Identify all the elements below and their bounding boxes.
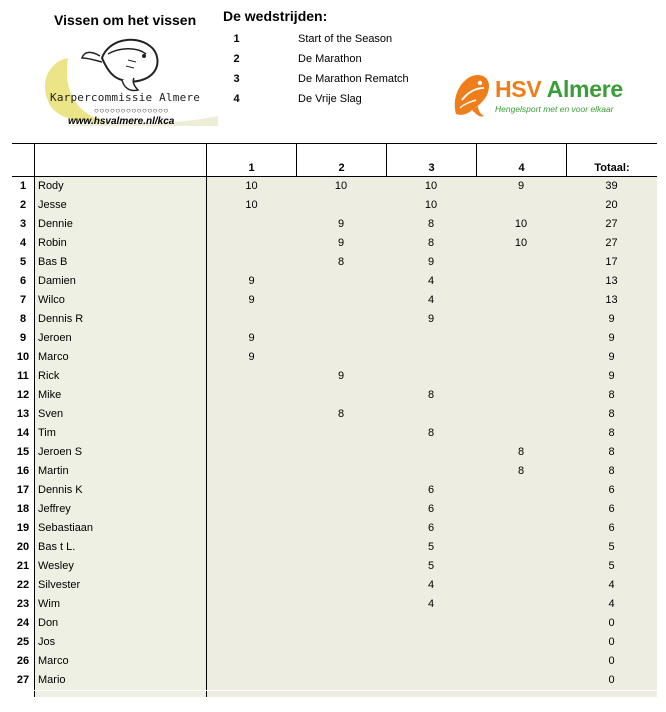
score-round-4 xyxy=(476,196,566,215)
rank-cell: 13 xyxy=(16,408,30,420)
score-round-1 xyxy=(206,443,296,462)
score-round-2 xyxy=(296,291,386,310)
competition-name: Start of the Season xyxy=(298,32,393,45)
total-cell: 4 xyxy=(566,595,657,614)
total-cell: 39 xyxy=(566,177,657,196)
footer-fill xyxy=(566,691,657,697)
table-body xyxy=(12,177,657,691)
name-cell: Robin xyxy=(34,234,206,253)
rank-cell: 20 xyxy=(16,541,30,553)
hsv-tagline: Hengelsport met en voor elkaar xyxy=(495,104,614,114)
score-round-2 xyxy=(296,519,386,538)
score-round-4: 10 xyxy=(476,215,566,234)
table-row xyxy=(12,405,657,424)
score-round-3: 4 xyxy=(386,272,476,291)
score-round-2 xyxy=(296,576,386,595)
score-round-3 xyxy=(386,443,476,462)
score-round-1 xyxy=(206,481,296,500)
total-cell: 9 xyxy=(566,367,657,386)
score-round-4 xyxy=(476,272,566,291)
score-round-4 xyxy=(476,348,566,367)
total-cell: 0 xyxy=(566,614,657,633)
score-round-3 xyxy=(386,367,476,386)
table-header xyxy=(12,143,657,177)
score-round-3 xyxy=(386,614,476,633)
total-cell: 8 xyxy=(566,386,657,405)
competition-item xyxy=(223,29,443,49)
score-round-2 xyxy=(296,386,386,405)
score-round-1 xyxy=(206,576,296,595)
table-row xyxy=(12,576,657,595)
footer-fill xyxy=(476,691,566,697)
table-row xyxy=(12,652,657,671)
score-round-1 xyxy=(206,595,296,614)
score-round-4 xyxy=(476,671,566,690)
score-round-1 xyxy=(206,538,296,557)
score-round-1: 10 xyxy=(206,177,296,196)
rank-cell: 22 xyxy=(16,579,30,591)
score-round-3: 4 xyxy=(386,576,476,595)
name-cell: Marco xyxy=(34,348,206,367)
table-row xyxy=(12,196,657,215)
score-round-1 xyxy=(206,424,296,443)
table-row xyxy=(12,595,657,614)
competition-item xyxy=(223,89,443,109)
logo-url: www.hsvalmere.nl/kca xyxy=(68,116,175,127)
header-total: Totaal: xyxy=(566,144,657,176)
score-round-2 xyxy=(296,595,386,614)
name-cell: Don xyxy=(34,614,206,633)
name-cell: Bas B xyxy=(34,253,206,272)
hsv-fish-icon xyxy=(450,70,494,120)
name-cell: Jeroen S xyxy=(34,443,206,462)
score-round-2: 9 xyxy=(296,234,386,253)
name-cell: Silvester xyxy=(34,576,206,595)
table-row xyxy=(12,500,657,519)
hsv-almere-logo xyxy=(450,70,630,120)
competitions-legend xyxy=(223,8,443,109)
score-round-1 xyxy=(206,253,296,272)
rank-cell: 12 xyxy=(16,389,30,401)
score-round-2 xyxy=(296,196,386,215)
name-cell: Marco xyxy=(34,652,206,671)
score-round-2 xyxy=(296,329,386,348)
total-cell: 8 xyxy=(566,405,657,424)
rank-cell: 2 xyxy=(19,199,27,211)
score-round-2 xyxy=(296,652,386,671)
name-cell: Wim xyxy=(34,595,206,614)
score-round-3: 8 xyxy=(386,386,476,405)
score-round-1 xyxy=(206,557,296,576)
total-cell: 13 xyxy=(566,272,657,291)
header-name xyxy=(34,144,206,176)
score-round-3 xyxy=(386,462,476,481)
header-round-4: 4 xyxy=(476,144,566,176)
score-round-3 xyxy=(386,329,476,348)
competition-name: De Vrije Slag xyxy=(298,92,362,105)
table-row xyxy=(12,443,657,462)
hsv-brand-almere: Almere xyxy=(546,76,623,102)
score-round-2 xyxy=(296,424,386,443)
table-row xyxy=(12,348,657,367)
name-cell: Rody xyxy=(34,177,206,196)
name-cell: Sven xyxy=(34,405,206,424)
total-cell: 5 xyxy=(566,557,657,576)
logo-decoration: ○○○○○○○○○○○○○○ xyxy=(94,106,169,115)
score-round-3: 4 xyxy=(386,291,476,310)
table-row xyxy=(12,367,657,386)
score-round-3 xyxy=(386,348,476,367)
name-cell: Jos xyxy=(34,633,206,652)
score-round-1: 9 xyxy=(206,272,296,291)
score-round-1 xyxy=(206,633,296,652)
score-round-2 xyxy=(296,557,386,576)
name-cell: Dennie xyxy=(34,215,206,234)
table-row xyxy=(12,310,657,329)
total-cell: 0 xyxy=(566,633,657,652)
total-cell: 17 xyxy=(566,253,657,272)
rank-cell: 4 xyxy=(19,237,27,249)
score-round-3: 5 xyxy=(386,538,476,557)
score-round-1: 9 xyxy=(206,329,296,348)
score-round-4: 9 xyxy=(476,177,566,196)
rank-cell: 8 xyxy=(19,313,27,325)
rank-cell: 11 xyxy=(17,370,29,382)
score-round-3: 9 xyxy=(386,310,476,329)
name-cell: Wesley xyxy=(34,557,206,576)
score-round-3: 10 xyxy=(386,196,476,215)
score-round-4 xyxy=(476,424,566,443)
score-round-2 xyxy=(296,671,386,690)
score-round-3: 6 xyxy=(386,519,476,538)
rank-cell: 18 xyxy=(16,503,30,515)
total-cell: 20 xyxy=(566,196,657,215)
score-round-2: 10 xyxy=(296,177,386,196)
competitions-heading: De wedstrijden: xyxy=(223,8,328,24)
score-round-1 xyxy=(206,500,296,519)
name-cell: Rick xyxy=(34,367,206,386)
score-round-2 xyxy=(296,348,386,367)
score-round-3: 8 xyxy=(386,234,476,253)
score-round-3: 6 xyxy=(386,481,476,500)
score-round-2 xyxy=(296,272,386,291)
table-row xyxy=(12,671,657,691)
score-round-2: 8 xyxy=(296,405,386,424)
score-round-4 xyxy=(476,310,566,329)
results-table xyxy=(12,143,657,697)
rank-cell: 5 xyxy=(19,256,27,268)
score-round-4 xyxy=(476,481,566,500)
score-round-3 xyxy=(386,652,476,671)
hsv-brand xyxy=(495,76,623,103)
name-cell: Dennis R xyxy=(34,310,206,329)
footer-fill xyxy=(34,691,206,697)
footer-fill xyxy=(296,691,386,697)
score-round-4 xyxy=(476,367,566,386)
score-round-2 xyxy=(296,310,386,329)
score-round-4 xyxy=(476,633,566,652)
score-round-4 xyxy=(476,538,566,557)
total-cell: 8 xyxy=(566,462,657,481)
score-round-1: 9 xyxy=(206,291,296,310)
competition-item xyxy=(223,69,443,89)
name-cell: Martin xyxy=(34,462,206,481)
score-round-1: 10 xyxy=(206,196,296,215)
score-round-1: 9 xyxy=(206,348,296,367)
table-row xyxy=(12,234,657,253)
table-row xyxy=(12,614,657,633)
score-round-3: 8 xyxy=(386,215,476,234)
table-row xyxy=(12,386,657,405)
score-round-1 xyxy=(206,652,296,671)
table-row xyxy=(12,633,657,652)
name-cell: Bas t L. xyxy=(34,538,206,557)
competition-number: 3 xyxy=(233,72,240,85)
score-round-3: 5 xyxy=(386,557,476,576)
competition-name: De Marathon Rematch xyxy=(298,72,409,85)
score-round-4: 10 xyxy=(476,234,566,253)
total-cell: 8 xyxy=(566,443,657,462)
rank-cell: 16 xyxy=(16,465,30,477)
total-cell: 0 xyxy=(566,671,657,690)
score-round-1 xyxy=(206,386,296,405)
score-round-3 xyxy=(386,671,476,690)
table-row xyxy=(12,329,657,348)
logo-org-name: Karpercommissie Almere xyxy=(50,91,201,104)
total-cell: 9 xyxy=(566,329,657,348)
total-cell: 5 xyxy=(566,538,657,557)
rank-cell: 27 xyxy=(16,674,30,686)
total-cell: 4 xyxy=(566,576,657,595)
score-round-1 xyxy=(206,614,296,633)
header-round-1: 1 xyxy=(206,144,296,176)
score-round-2 xyxy=(296,633,386,652)
total-cell: 8 xyxy=(566,424,657,443)
competition-number: 4 xyxy=(233,92,240,105)
karpercommissie-logo xyxy=(38,8,228,130)
table-row xyxy=(12,177,657,196)
rank-cell: 10 xyxy=(16,351,30,363)
score-round-3: 9 xyxy=(386,253,476,272)
rank-cell: 15 xyxy=(16,446,30,458)
table-row xyxy=(12,481,657,500)
competition-item xyxy=(223,49,443,69)
score-round-4 xyxy=(476,519,566,538)
name-cell: Jeroen xyxy=(34,329,206,348)
score-round-3: 6 xyxy=(386,500,476,519)
footer-fill xyxy=(386,691,476,697)
score-round-4 xyxy=(476,405,566,424)
score-round-1 xyxy=(206,234,296,253)
score-round-1 xyxy=(206,405,296,424)
rank-cell: 23 xyxy=(16,598,30,610)
score-round-1 xyxy=(206,367,296,386)
score-round-2 xyxy=(296,462,386,481)
score-round-2: 9 xyxy=(296,215,386,234)
competition-number: 1 xyxy=(233,32,240,45)
score-round-1 xyxy=(206,519,296,538)
header-round-3: 3 xyxy=(386,144,476,176)
score-round-2: 8 xyxy=(296,253,386,272)
footer-fill xyxy=(206,691,296,697)
hsv-brand-hsv: HSV xyxy=(495,76,542,102)
score-round-2 xyxy=(296,538,386,557)
table-row xyxy=(12,253,657,272)
table-row xyxy=(12,272,657,291)
header-rank xyxy=(12,144,34,176)
score-round-3 xyxy=(386,633,476,652)
table-row xyxy=(12,215,657,234)
score-round-1 xyxy=(206,671,296,690)
competition-name: De Marathon xyxy=(298,52,362,65)
rank-cell: 17 xyxy=(16,484,30,496)
score-round-4 xyxy=(476,386,566,405)
score-round-3: 8 xyxy=(386,424,476,443)
rank-cell: 24 xyxy=(16,617,30,629)
total-cell: 6 xyxy=(566,481,657,500)
score-round-4: 8 xyxy=(476,462,566,481)
score-round-4: 8 xyxy=(476,443,566,462)
score-round-2 xyxy=(296,443,386,462)
table-footer-space xyxy=(12,691,657,697)
competition-number: 2 xyxy=(233,52,240,65)
name-cell: Damien xyxy=(34,272,206,291)
name-cell: Jeffrey xyxy=(34,500,206,519)
total-cell: 6 xyxy=(566,500,657,519)
score-round-3: 4 xyxy=(386,595,476,614)
total-cell: 27 xyxy=(566,234,657,253)
score-round-4 xyxy=(476,500,566,519)
table-row xyxy=(12,519,657,538)
score-round-2: 9 xyxy=(296,367,386,386)
score-round-4 xyxy=(476,652,566,671)
rank-cell: 19 xyxy=(16,522,30,534)
score-round-4 xyxy=(476,253,566,272)
total-cell: 9 xyxy=(566,348,657,367)
score-round-4 xyxy=(476,329,566,348)
score-round-2 xyxy=(296,481,386,500)
score-round-4 xyxy=(476,576,566,595)
total-cell: 27 xyxy=(566,215,657,234)
score-round-2 xyxy=(296,614,386,633)
table-row xyxy=(12,538,657,557)
table-row xyxy=(12,462,657,481)
rank-cell: 6 xyxy=(19,275,27,287)
table-row xyxy=(12,291,657,310)
table-row xyxy=(12,424,657,443)
rank-cell: 1 xyxy=(19,180,27,192)
name-cell: Mario xyxy=(34,671,206,690)
rank-cell: 3 xyxy=(19,218,27,230)
rank-cell: 9 xyxy=(19,332,27,344)
rank-cell: 14 xyxy=(16,427,30,439)
rank-cell: 26 xyxy=(16,655,30,667)
score-round-3 xyxy=(386,405,476,424)
total-cell: 9 xyxy=(566,310,657,329)
name-cell: Sebastiaan xyxy=(34,519,206,538)
score-round-1 xyxy=(206,462,296,481)
score-round-2 xyxy=(296,500,386,519)
score-round-4 xyxy=(476,557,566,576)
score-round-1 xyxy=(206,215,296,234)
score-round-1 xyxy=(206,310,296,329)
total-cell: 0 xyxy=(566,652,657,671)
score-round-4 xyxy=(476,595,566,614)
score-round-4 xyxy=(476,291,566,310)
total-cell: 13 xyxy=(566,291,657,310)
table-row xyxy=(12,557,657,576)
rank-cell: 7 xyxy=(19,294,27,306)
score-round-3: 10 xyxy=(386,177,476,196)
name-cell: Tim xyxy=(34,424,206,443)
score-round-4 xyxy=(476,614,566,633)
name-cell: Dennis K xyxy=(34,481,206,500)
header-round-2: 2 xyxy=(296,144,386,176)
logo-slogan: Vissen om het vissen xyxy=(54,12,197,28)
rank-cell: 21 xyxy=(16,560,30,572)
name-cell: Wilco xyxy=(34,291,206,310)
total-cell: 6 xyxy=(566,519,657,538)
rank-cell: 25 xyxy=(16,636,30,648)
name-cell: Mike xyxy=(34,386,206,405)
name-cell: Jesse xyxy=(34,196,206,215)
